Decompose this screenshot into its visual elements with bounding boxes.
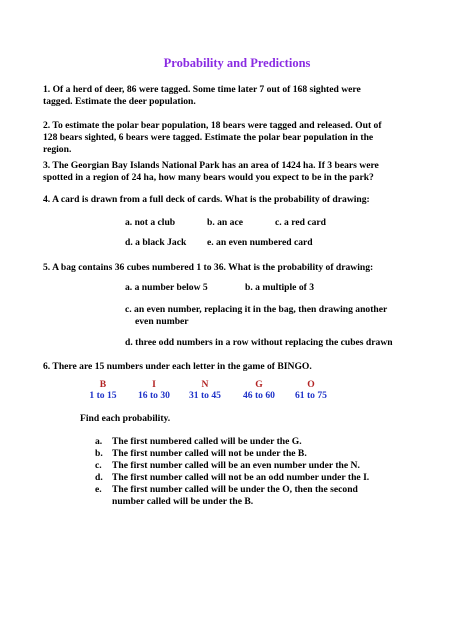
bingo-column-n: [175, 379, 235, 401]
question-5-line-1: 5. A bag contains 36 cubes numbered 1 to 36. What is the probability of drawing:: [43, 262, 374, 273]
item-text: The first number called will be an even number under the N.: [112, 460, 360, 471]
page-title: Probability and Predictions: [163, 56, 311, 70]
item-marker: a.: [95, 436, 103, 447]
question-4-option-a: a. not a club: [125, 217, 176, 228]
bingo-letter: G: [255, 379, 263, 390]
bingo-letter: O: [307, 379, 315, 390]
question-2: [43, 120, 403, 156]
question-5-option-a: a. a number below 5: [125, 282, 208, 293]
bingo-range: 1 to 15: [89, 390, 117, 401]
question-1-line-1: 1. Of a herd of deer, 86 were tagged. Some time later 7 out of 168 sighted were: [43, 84, 361, 95]
bingo-range: 31 to 45: [189, 390, 221, 401]
question-1: [43, 84, 403, 108]
item-marker: e.: [95, 484, 102, 495]
find-probability-text: Find each probability.: [80, 413, 171, 424]
question-5-option-d: d. three odd numbers in a row without replacing the cubes drawn: [125, 337, 393, 348]
bingo-letter: N: [201, 379, 209, 390]
question-6: [43, 361, 403, 373]
question-3: [43, 160, 403, 184]
item-text: The first number called will not be an odd number under the I.: [112, 472, 370, 483]
find-probability-prompt: [80, 413, 440, 425]
question-2-line-2: 128 bears sighted, 6 bears were tagged. Estimate the polar bear population in the: [43, 132, 374, 143]
bingo-column-o: [281, 379, 341, 401]
bingo-letter: B: [99, 379, 107, 390]
question-5-option-c: c. an even number, replacing it in the bag, then drawing another: [125, 304, 388, 315]
question-1-line-2: tagged. Estimate the deer population.: [43, 96, 196, 107]
question-3-line-2: spotted in a region of 24 ha, how many bears would you expect to be in the park?: [43, 172, 374, 183]
question-6-line-1: 6. There are 15 numbers under each letter in the game of BINGO.: [43, 361, 312, 372]
item-text-cont: number called will be under the B.: [112, 496, 254, 507]
bingo-column-g: [229, 379, 289, 401]
item-text: The first number called will not be under the B.: [112, 448, 307, 459]
item-marker: c.: [95, 460, 102, 471]
question-4-option-e: e. an even numbered card: [207, 237, 313, 248]
bingo-range: 16 to 30: [138, 390, 170, 401]
item-marker: b.: [95, 448, 103, 459]
bingo-letter: I: [152, 379, 156, 390]
question-4: [43, 194, 403, 206]
bingo-range: 61 to 75: [295, 390, 327, 401]
bingo-range: 46 to 60: [243, 390, 275, 401]
question-2-line-3: region.: [43, 144, 72, 155]
question-4-line-1: 4. A card is drawn from a full deck of cards. What is the probability of drawing:: [43, 194, 370, 205]
question-4-option-b: b. an ace: [207, 217, 243, 228]
question-4-option-c: c. a red card: [275, 217, 326, 228]
item-text: The first numbered called will be under the G.: [112, 436, 302, 447]
question-3-line-1: 3. The Georgian Bay Islands National Park has an area of 1424 ha. If 3 bears were: [43, 160, 379, 171]
question-4-option-d: d. a black Jack: [125, 237, 187, 248]
item-marker: d.: [95, 472, 103, 483]
question-5-option-b: b. a multiple of 3: [245, 282, 315, 293]
question-2-line-1: 2. To estimate the polar bear population, 18 bears were tagged and released. Out of: [43, 120, 382, 131]
question-5-option-c-cont: even number: [135, 316, 189, 327]
item-text: The first number called will be under the O, then the second: [112, 484, 358, 495]
question-5: [43, 262, 403, 274]
